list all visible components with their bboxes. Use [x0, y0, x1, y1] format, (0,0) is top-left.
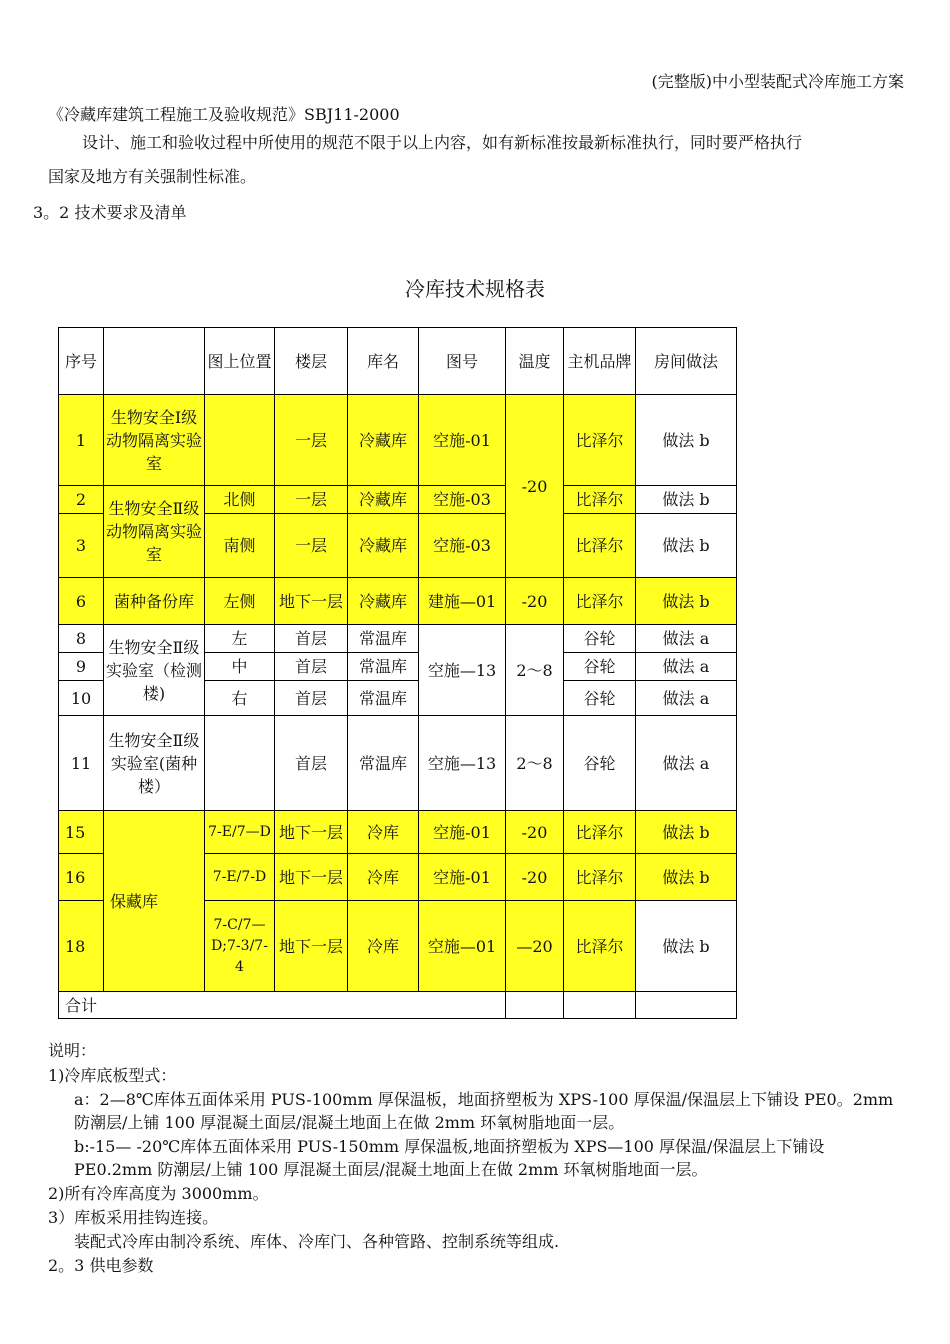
cell-drawing: 空施-03: [419, 514, 506, 578]
notes-item1: 1)冷库底板型式：: [48, 1066, 177, 1085]
cell-floor: 地下一层: [275, 901, 348, 992]
cell-temperature: -20: [506, 854, 564, 901]
cell-brand: 比泽尔: [564, 854, 636, 901]
intro-note-line1: 设计、施工和验收过程中所使用的规范不限于以上内容，如有新标准按最新标准执行，同时要严格执行: [82, 133, 803, 152]
header-temperature: 温度: [506, 328, 564, 395]
cell-total-label: 合计: [59, 992, 506, 1019]
table-total-row: [59, 992, 737, 1019]
cell-name: 菌种备份库: [104, 578, 205, 625]
cell-total-method: [636, 992, 737, 1019]
table-row: [59, 625, 737, 653]
cell-name: 生物安全Ⅱ级实验室（检测楼): [104, 625, 205, 716]
cell-floor: 一层: [275, 486, 348, 514]
cell-drawing: 空施-03: [419, 486, 506, 514]
table-title: 冷库技术规格表: [405, 277, 545, 301]
cell-brand: 比泽尔: [564, 901, 636, 992]
cell-brand: 比泽尔: [564, 486, 636, 514]
notes-item2: 2)所有冷库高度为 3000mm。: [48, 1184, 269, 1203]
cell-seq: 11: [59, 716, 104, 811]
cell-brand: 比泽尔: [564, 395, 636, 486]
cell-position: 南侧: [205, 514, 275, 578]
cell-brand: 谷轮: [564, 681, 636, 716]
cell-name: 保藏库: [104, 811, 205, 992]
cell-brand: 比泽尔: [564, 514, 636, 578]
cell-floor: 一层: [275, 514, 348, 578]
cell-temperature: 2～8: [506, 625, 564, 716]
cell-position: 北侧: [205, 486, 275, 514]
cell-temperature: 2～8: [506, 716, 564, 811]
cell-seq: 6: [59, 578, 104, 625]
cell-temperature: -20: [506, 811, 564, 854]
cell-method: 做法 b: [636, 578, 737, 625]
cell-seq: 3: [59, 514, 104, 578]
cell-drawing: 建施—01: [419, 578, 506, 625]
cell-total-temp: [506, 992, 564, 1019]
cell-method: 做法 a: [636, 716, 737, 811]
table-row: [59, 395, 737, 486]
cell-method: 做法 b: [636, 811, 737, 854]
cell-library: 常温库: [348, 653, 419, 681]
cell-library: 冷库: [348, 901, 419, 992]
header-brand: 主机品牌: [564, 328, 636, 395]
cell-floor: 地下一层: [275, 578, 348, 625]
cell-floor: 地下一层: [275, 854, 348, 901]
cell-name: 生物安全Ⅱ级实验室(菌种楼）: [104, 716, 205, 811]
table-row: [59, 578, 737, 625]
cell-floor: 首层: [275, 625, 348, 653]
table-row: [59, 716, 737, 811]
notes-composition: 装配式冷库由制冷系统、库体、冷库门、各种管路、控制系统等组成.: [74, 1232, 560, 1251]
spec-table: [58, 327, 737, 1019]
header-name: [104, 328, 205, 395]
cell-temperature: —20: [506, 901, 564, 992]
notes-a-line1: a：2—8℃库体五面体采用 PUS-100mm 厚保温板，地面挤塑板为 XPS-100 厚保温/保温层上下铺设 PE0。2mm: [74, 1090, 894, 1109]
cell-name: 生物安全Ⅰ级动物隔离实验室: [104, 395, 205, 486]
cell-seq: 10: [59, 681, 104, 716]
table-row: [59, 811, 737, 854]
cell-seq: 8: [59, 625, 104, 653]
cell-brand: 比泽尔: [564, 578, 636, 625]
cell-library: 常温库: [348, 716, 419, 811]
cell-library: 冷库: [348, 854, 419, 901]
cell-position: 左: [205, 625, 275, 653]
standard-reference: 《冷藏库建筑工程施工及验收规范》SBJ11-2000: [48, 105, 400, 124]
cell-total-brand: [564, 992, 636, 1019]
cell-library: 冷藏库: [348, 395, 419, 486]
cell-brand: 比泽尔: [564, 811, 636, 854]
cell-drawing: 空施—01: [419, 901, 506, 992]
cell-method: 做法 b: [636, 486, 737, 514]
notes-b-line2: PE0.2mm 防潮层/上铺 100 厚混凝土面层/混凝土地面上在做 2mm 环氧树脂地面一层。: [74, 1160, 708, 1179]
cell-position: 右: [205, 681, 275, 716]
cell-position: 中: [205, 653, 275, 681]
cell-seq: 15: [59, 811, 104, 854]
cell-brand: 谷轮: [564, 716, 636, 811]
cell-position: 7-C/7—D;7-3/7-4: [205, 901, 275, 992]
notes-b-line1: b:-15— -20℃库体五面体采用 PUS-150mm 厚保温板,地面挤塑板为 XPS—100 厚保温/保温层上下铺设: [74, 1137, 825, 1156]
cell-library: 冷藏库: [348, 578, 419, 625]
cell-drawing: 空施—13: [419, 716, 506, 811]
cell-floor: 一层: [275, 395, 348, 486]
header-drawing: 图号: [419, 328, 506, 395]
cell-method: 做法 a: [636, 625, 737, 653]
cell-position: 7-E/7—D: [205, 811, 275, 854]
cell-name: 生物安全Ⅱ级动物隔离实验室: [104, 486, 205, 578]
cell-library: 常温库: [348, 681, 419, 716]
section-heading: 3。2 技术要求及清单: [33, 203, 187, 222]
cell-floor: 首层: [275, 653, 348, 681]
cell-library: 常温库: [348, 625, 419, 653]
cell-drawing: 空施—13: [419, 625, 506, 716]
table-row: [59, 486, 737, 514]
cell-library: 冷藏库: [348, 514, 419, 578]
intro-note-line2: 国家及地方有关强制性标准。: [48, 167, 257, 186]
cell-drawing: 空施-01: [419, 811, 506, 854]
cell-brand: 谷轮: [564, 625, 636, 653]
cell-temperature: -20: [506, 395, 564, 578]
next-section-heading: 2。3 供电参数: [48, 1256, 154, 1275]
cell-seq: 2: [59, 486, 104, 514]
cell-position: [205, 716, 275, 811]
cell-drawing: 空施-01: [419, 854, 506, 901]
notes-a-line2: 防潮层/上铺 100 厚混凝土面层/混凝土地面上在做 2mm 环氧树脂地面一层。: [74, 1113, 625, 1132]
cell-method: 做法 a: [636, 681, 737, 716]
cell-floor: 首层: [275, 681, 348, 716]
cell-floor: 首层: [275, 716, 348, 811]
cell-library: 冷藏库: [348, 486, 419, 514]
cell-position: [205, 395, 275, 486]
cell-method: 做法 b: [636, 395, 737, 486]
header-method: 房间做法: [636, 328, 737, 395]
running-header: (完整版)中小型装配式冷库施工方案: [651, 72, 904, 91]
cell-method: 做法 b: [636, 901, 737, 992]
cell-seq: 1: [59, 395, 104, 486]
cell-temperature: -20: [506, 578, 564, 625]
header-library: 库名: [348, 328, 419, 395]
cell-drawing: 空施-01: [419, 395, 506, 486]
cell-floor: 地下一层: [275, 811, 348, 854]
cell-method: 做法 a: [636, 653, 737, 681]
notes-heading: 说明：: [48, 1041, 97, 1060]
header-position: 图上位置: [205, 328, 275, 395]
cell-method: 做法 b: [636, 514, 737, 578]
header-seq: 序号: [59, 328, 104, 395]
cell-position: 7-E/7-D: [205, 854, 275, 901]
cell-position: 左侧: [205, 578, 275, 625]
header-floor: 楼层: [275, 328, 348, 395]
notes-item3: 3）库板采用挂钩连接。: [48, 1208, 219, 1227]
cell-brand: 谷轮: [564, 653, 636, 681]
table-header-row: [59, 328, 737, 395]
cell-library: 冷库: [348, 811, 419, 854]
cell-seq: 9: [59, 653, 104, 681]
cell-seq: 18: [59, 901, 104, 992]
cell-seq: 16: [59, 854, 104, 901]
cell-method: 做法 b: [636, 854, 737, 901]
